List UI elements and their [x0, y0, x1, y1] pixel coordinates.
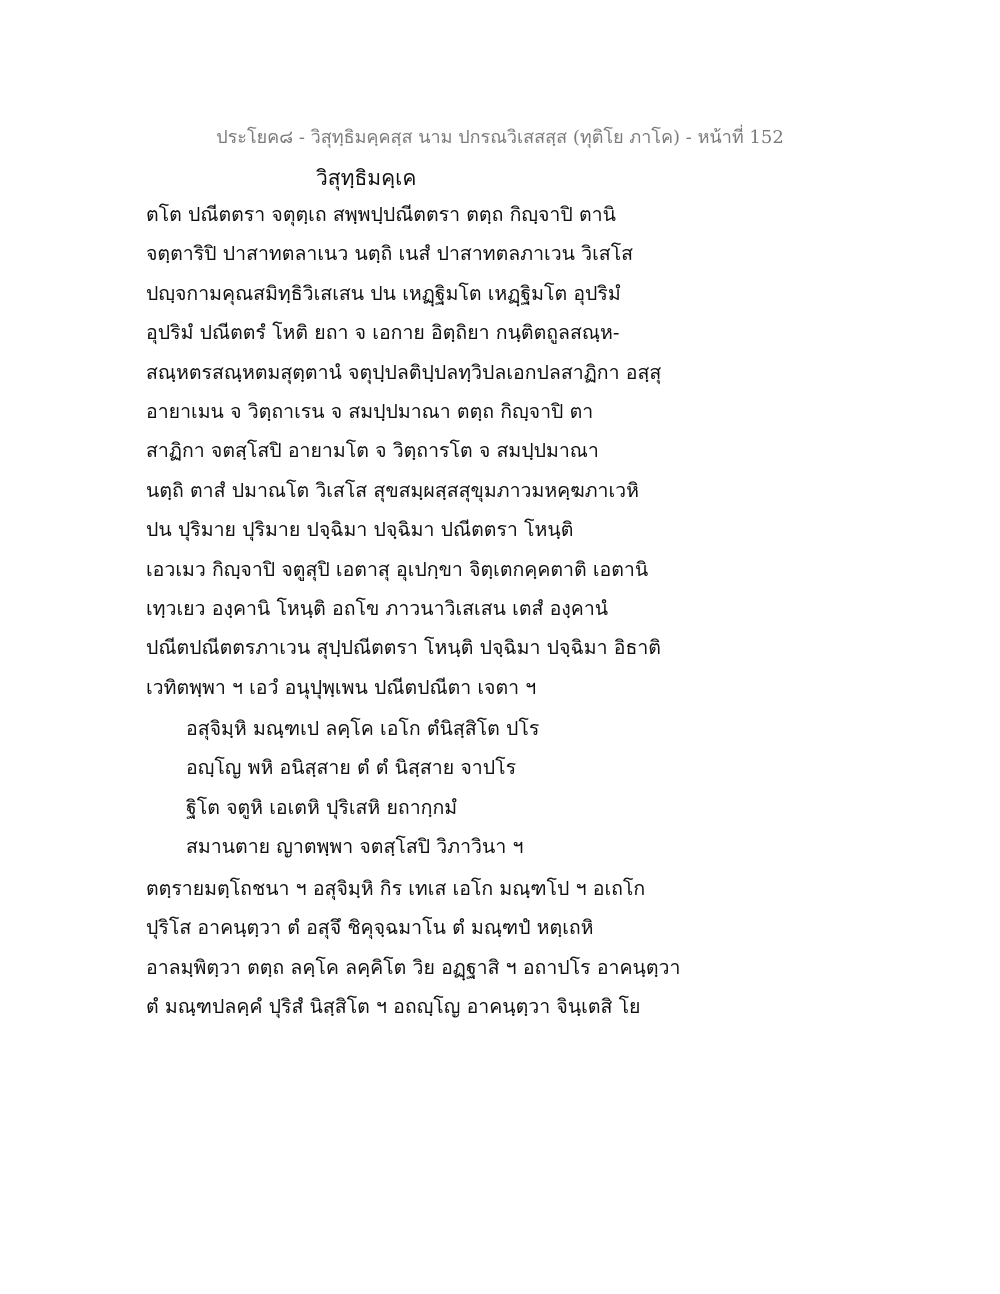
text-line: อุปริมํ ปณีตตรํ โหติ ยถา จ เอกาย อิตฺถิยา กนฺติตถูลสณฺห-: [146, 321, 620, 345]
text-line: ตํ มณฺฑปลคฺคํ ปุริสํ นิสฺสิโต ฯ อถญฺโญ อาคนฺตฺวา จินฺเตสิ โย: [146, 995, 641, 1019]
text-line: นตฺถิ ตาสํ ปมาณโต วิเสโส สุขสมฺผสฺสสุขุมภาวมหคฺฆภาเวหิ: [146, 478, 639, 502]
text-line: ตโต ปณีตตรา จตุตฺเถ สพฺพปฺปณีตตรา ตตฺถ กิญฺจาปิ ตานิ: [146, 203, 616, 226]
text-line: สาฏิกา จตสฺโสปิ อายามโต จ วิตฺถารโต จ สมปฺปมาณา: [146, 439, 599, 463]
commentary-paragraph: [146, 874, 706, 1032]
text-line: ปุริโส อาคนฺตฺวา ตํ อสุจึ ชิคุจฺฉมาโน ตํ มณฺฑปํ หตฺเถหิ: [146, 916, 594, 940]
verse-line: อญฺโญ พหิ อนิสฺสาย ตํ ตํ นิสฺสาย จาปโร: [186, 756, 517, 780]
verse-line: สมานตาย ญาตพฺพา จตสฺโสปิ วิภาวินา ฯ: [186, 835, 524, 859]
page-header: ประโยค๘ - วิสุทฺธิมคฺคสฺส นาม ปกรณวิเสสสฺส (ทุติโย ภาโค) - หน้าที่ 152: [216, 127, 784, 148]
text-line: เทฺวเยว องฺคานิ โหนฺติ อถโข ภาวนาวิเสเสน เตสํ องฺคานํ: [146, 596, 609, 620]
verse-line: ฐิโต จตูหิ เอเตหิ ปุริเสหิ ยถากฺกมํ: [186, 795, 458, 819]
text-line: อาลมฺพิตฺวา ตตฺถ ลคฺโค ลคฺคิโต วิย อฏฺฐาสิ ฯ อถาปโร อาคนฺตฺวา: [146, 955, 681, 979]
text-line: จตฺตาริปิ ปาสาทตลาเนว นตฺถิ เนสํ ปาสาทตลภาเวน วิเสโส: [146, 242, 634, 266]
text-line: เอวเมว กิญฺจาปิ จตูสุปิ เอตาสุ อุเปกฺขา จิตฺเตกคฺคตาติ เอตานิ: [146, 557, 649, 581]
text-line: สณฺหตรสณฺหตมสุตฺตานํ จตุปฺปลติปฺปลทฺวิปลเอกปลสาฏิกา อสฺสุ: [146, 360, 662, 384]
text-line: ปณีตปณีตตรภาเวน สุปฺปณีตตรา โหนฺติ ปจฺฉิมา ปจฺฉิมา อิธาติ: [146, 636, 661, 660]
text-line: ปน ปุริมาย ปุริมาย ปจฺฉิมา ปจฺฉิมา ปณีตตรา โหนฺติ: [146, 518, 574, 542]
verse-block: [186, 714, 686, 872]
text-line: ปญฺจกามคุณสมิทฺธิวิเสเสน ปน เหฏฺฐิมโต เหฏฺฐิมโต อุปริมํ: [146, 281, 621, 305]
text-line: อายาเมน จ วิตฺถาเรน จ สมปฺปมาณา ตตฺถ กิญฺจาปิ ตา: [146, 399, 594, 423]
text-line: เวทิตพฺพา ฯ เอวํ อนุปุพฺเพน ปณีตปณีตา เจตา ฯ: [146, 675, 537, 699]
main-paragraph: [146, 200, 706, 712]
verse-line: อสุจิมฺหิ มณฺฑเป ลคฺโค เอโก ตํนิสฺสิโต ปโร: [186, 717, 540, 740]
text-line: ตตฺรายมตฺโถชนา ฯ อสุจิมฺหิ กิร เทเส เอโก มณฺฑโป ฯ อเถโก: [146, 877, 646, 900]
section-title: วิสุทฺธิมคฺเค: [316, 166, 417, 190]
